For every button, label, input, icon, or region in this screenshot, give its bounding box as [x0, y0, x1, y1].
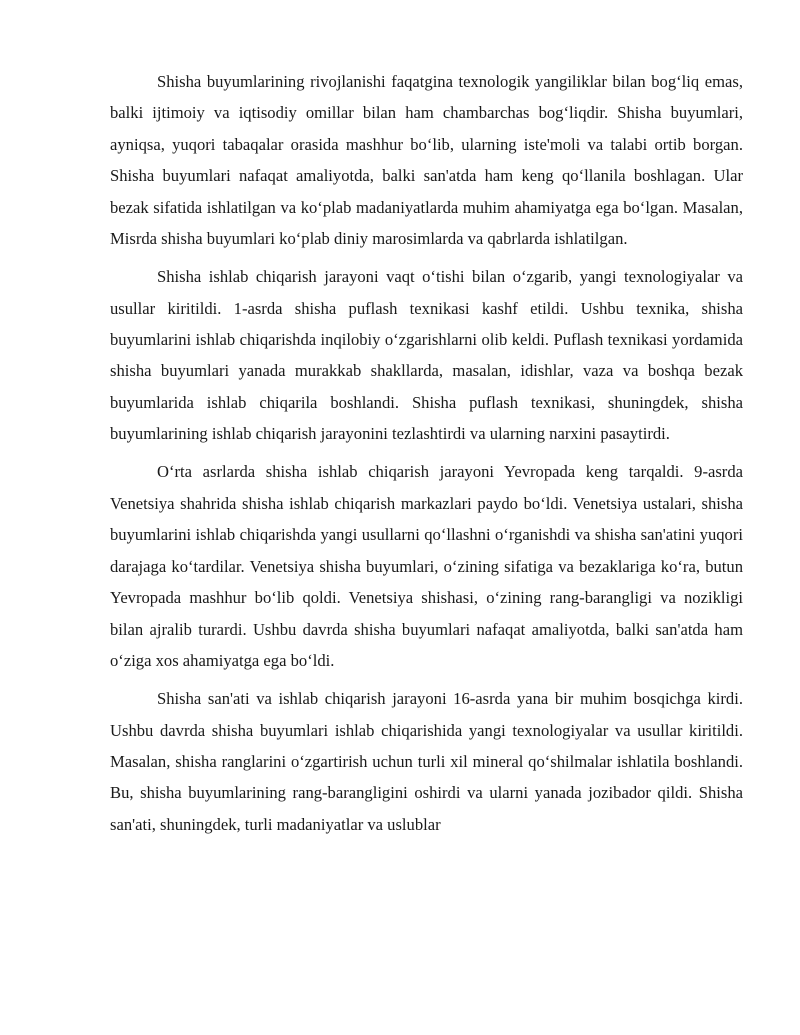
paragraph-2: Shisha ishlab chiqarish jarayoni vaqt o‘tishi bilan o‘zgarib, yangi texnologiyalar va usullar kiritildi. 1-asrda shisha puflash texnikasi kashf etildi. Ushbu texnika, shisha buyumlarini ishlab chiqarishda inqilobiy o‘zgarishlarni olib keldi. Puflash texnikasi yordamida shisha buyumlari yanada murakkab shakllarda, masalan, idishlar, vaza va boshqa bezak buyumlarida ishlab chiqarila boshlandi. Shisha puflash texnikasi, shuningdek, shisha buyumlarining ishlab chiqarish jarayonini tezlashtirdi va ularning narxini pasaytirdi. — [110, 267, 743, 444]
paragraph-4: Shisha san'ati va ishlab chiqarish jarayoni 16-asrda yana bir muhim bosqichga kirdi. Ushbu davrda shisha buyumlari ishlab chiqarishida yangi texnologiyalar va usullar kiritildi. Masalan, shisha ranglarini o‘zgartirish uchun turli xil mineral qo‘shilmalar ishlatila boshlandi. Bu, shisha buyumlarining rang-barangligini oshirdi va ularni yanada jozibador qildi. Shisha san'ati, shuningdek, turli madaniyatlar va uslublar — [110, 689, 743, 834]
document-page — [110, 66, 743, 847]
paragraph-3: O‘rta asrlarda shisha ishlab chiqarish jarayoni Yevropada keng tarqaldi. 9-asrda Venetsiya shahrida shisha ishlab chiqarish markazlari paydo bo‘ldi. Venetsiya ustalari, shisha buyumlarini ishlab chiqarishda yangi usullarni qo‘llashni o‘rganishdi va shisha san'atini yuqori darajaga ko‘tardilar. Venetsiya shisha buyumlari, o‘zining sifatiga va bezaklariga ko‘ra, butun Yevropada mashhur bo‘lib qoldi. Venetsiya shishasi, o‘zining rang-barangligi va nozikligi bilan ajralib turardi. Ushbu davrda shisha buyumlari nafaqat amaliyotda, balki san'atda ham o‘ziga xos ahamiyatga ega bo‘ldi. — [110, 462, 743, 670]
paragraph-1: Shisha buyumlarining rivojlanishi faqatgina texnologik yangiliklar bilan bog‘liq emas, balki ijtimoiy va iqtisodiy omillar bilan ham chambarchas bog‘liqdir. Shisha buyumlari, ayniqsa, yuqori tabaqalar orasida mashhur bo‘lib, ularning iste'moli va talabi ortib borgan. Shisha buyumlari nafaqat amaliyotda, balki san'atda ham keng qo‘llanila boshlagan. Ular bezak sifatida ishlatilgan va ko‘plab madaniyatlarda muhim ahamiyatga ega bo‘lgan. Masalan, Misrda shisha buyumlari ko‘plab diniy marosimlarda va qabrlarda ishlatilgan. — [110, 72, 743, 249]
